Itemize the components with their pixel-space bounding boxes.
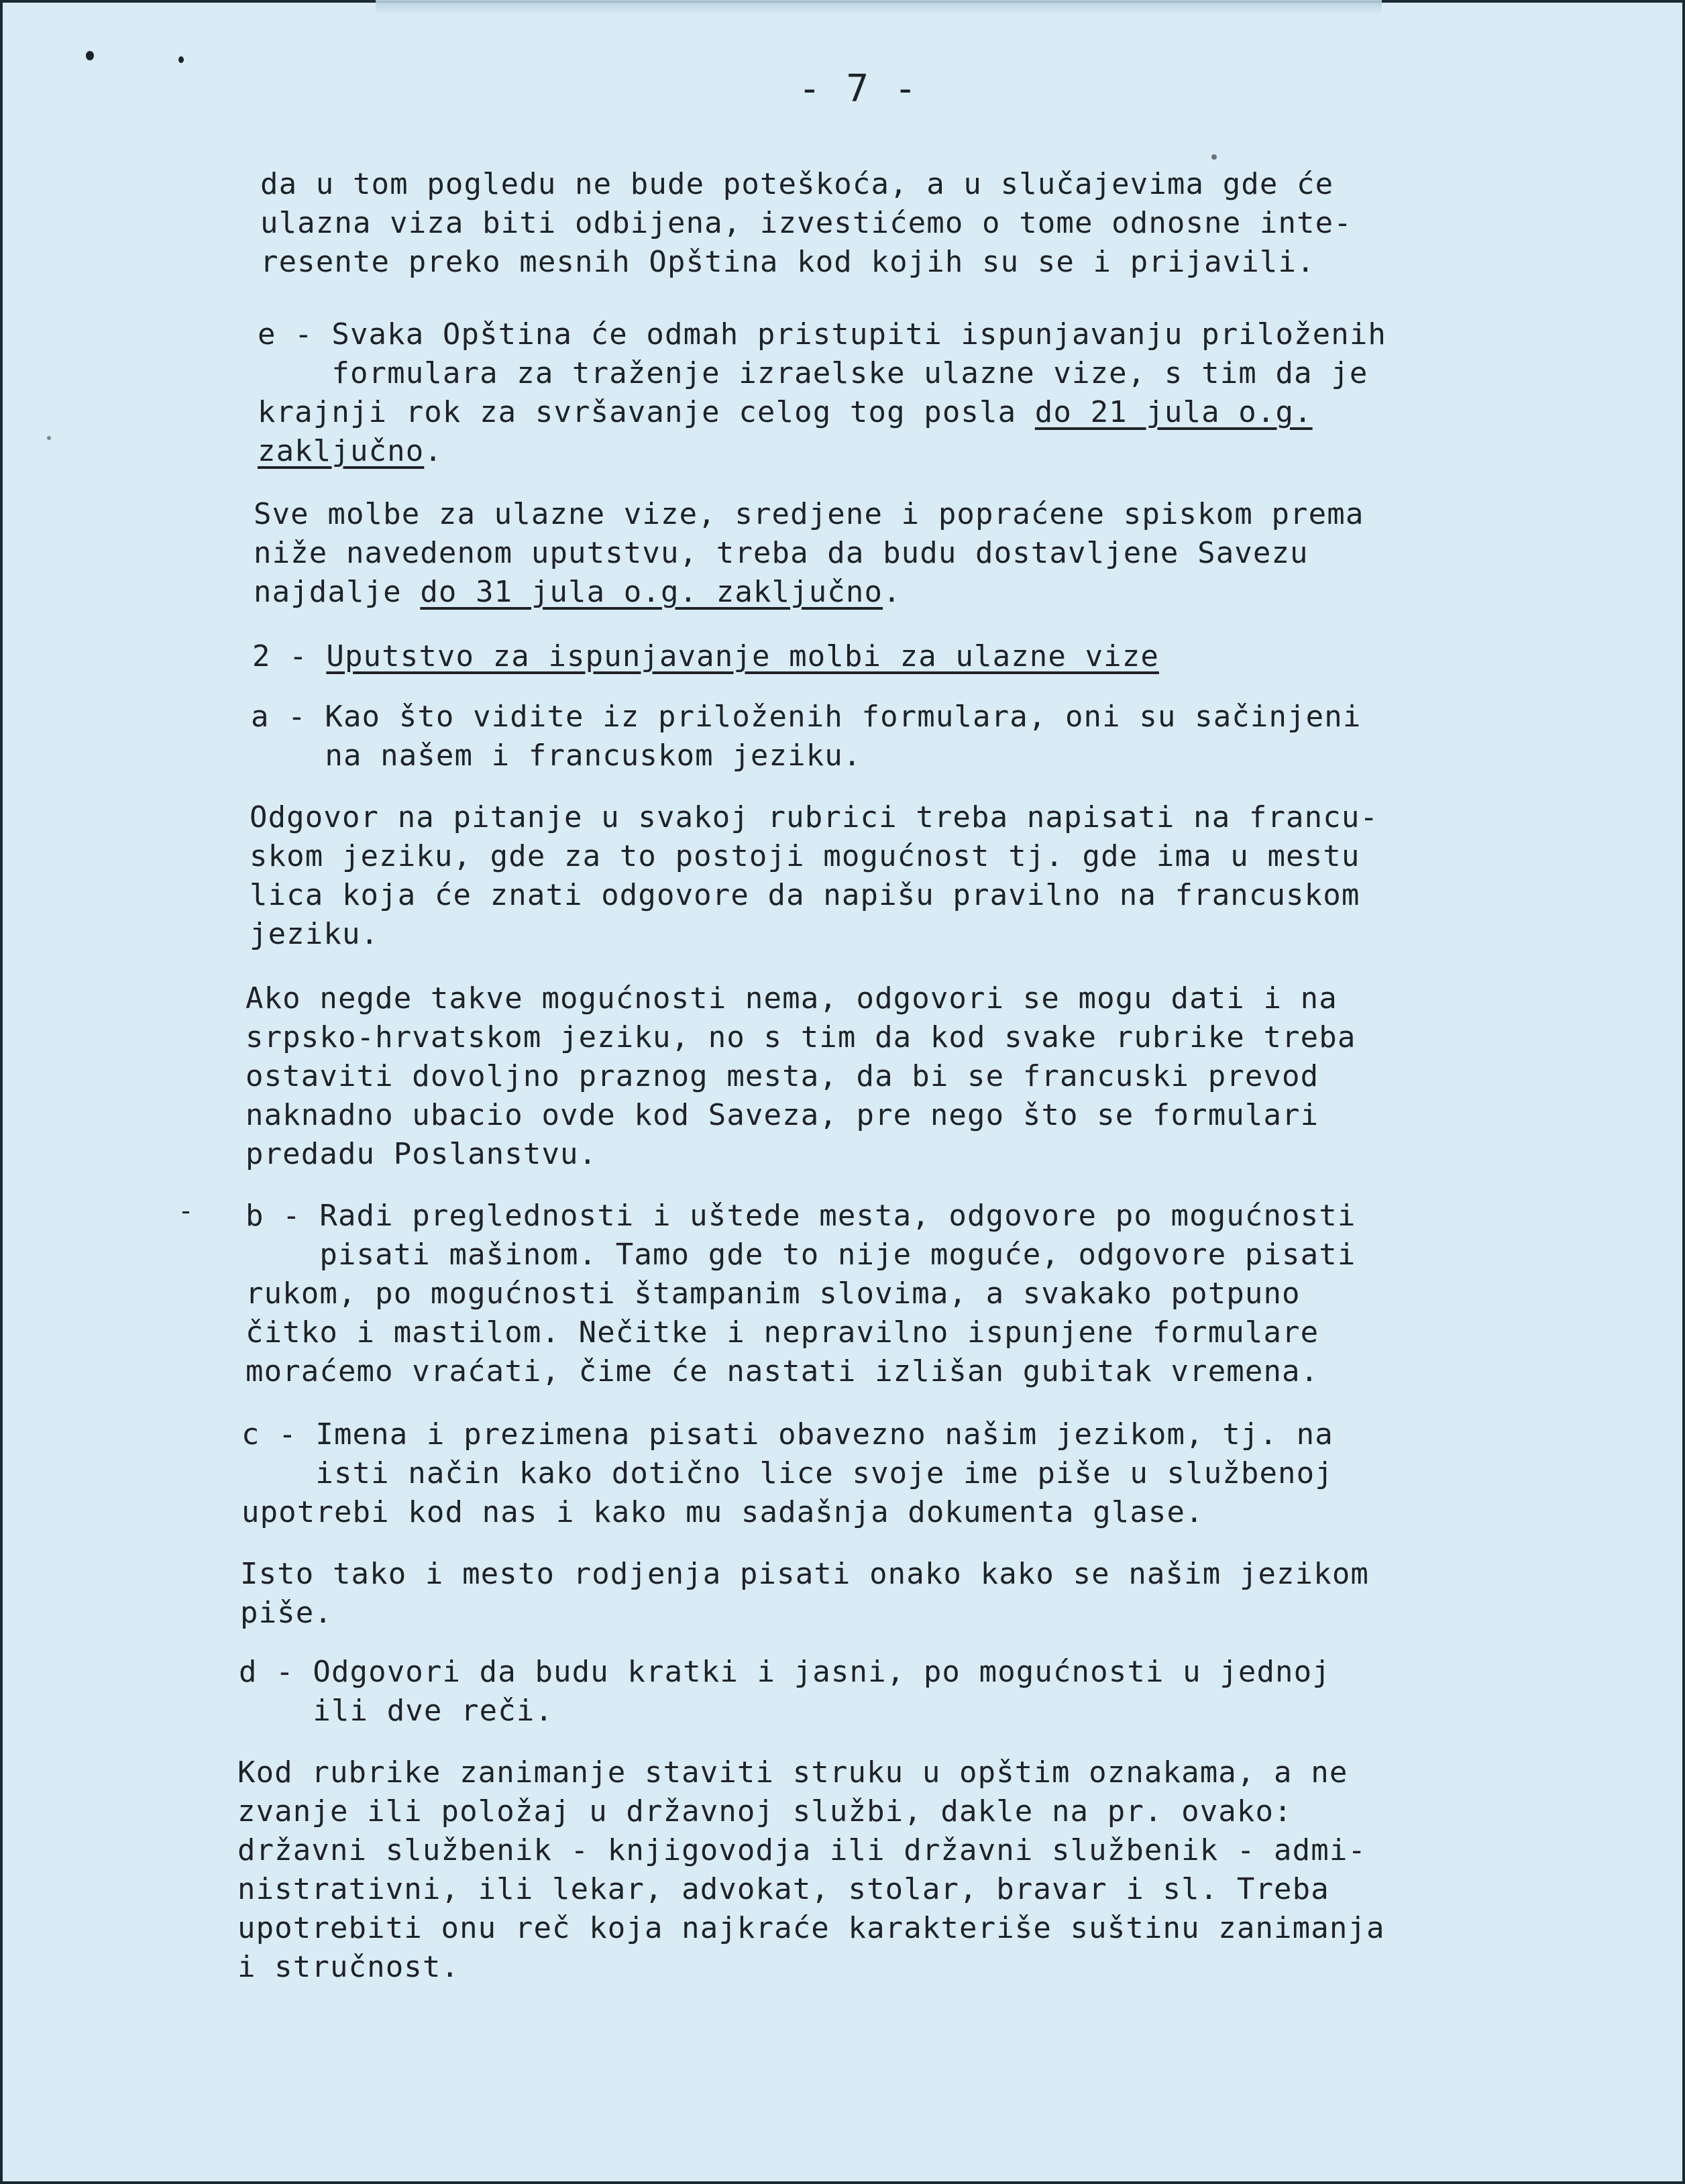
deadline-underlined: do 31 jula o.g. zaključno	[420, 575, 883, 609]
paragraph-occupation	[237, 1753, 1385, 1987]
scan-speck	[47, 436, 51, 440]
text-line: naknadno ubacio ovde kod Saveza, pre nego što se formulari	[246, 1098, 1319, 1132]
text-line: Kod rubrike zanimanje staviti struku u opštim oznakama, a ne	[237, 1755, 1348, 1790]
text-line: rukom, po mogućnosti štampanim slovima, a svakako potpuno	[246, 1276, 1301, 1311]
text-line: niže navedenom uputstvu, treba da budu dostavljene Savezu	[254, 536, 1309, 570]
text-line: pisati mašinom. Tamo gde to nije moguće, odgovore pisati	[246, 1238, 1356, 1272]
text-line: c - Imena i prezimena pisati obavezno našim jezikom, tj. na	[241, 1417, 1334, 1452]
text-line: ili dve reči.	[239, 1694, 554, 1728]
text-line: Odgovor na pitanje u svakoj rubrici treba napisati na francu-	[250, 800, 1379, 834]
text-line: isti način kako dotično lice svoje ime piše u službenoj	[241, 1456, 1334, 1490]
text-line: srpsko-hrvatskom jeziku, no s tim da kod svake rubrike treba	[246, 1020, 1356, 1054]
scan-speck	[178, 56, 184, 63]
paragraph-submission	[254, 495, 1364, 612]
deadline-underlined: zaključno	[258, 434, 425, 468]
text-line: da u tom pogledu ne bude poteškoća, a u slučajevima gde će	[260, 167, 1334, 201]
paragraph-answers-serbo-croatian	[246, 979, 1356, 1174]
text-line: .	[883, 575, 902, 609]
paragraph-item-c	[241, 1415, 1334, 1532]
scan-speck	[182, 1211, 189, 1213]
text-line: najdalje	[254, 575, 421, 609]
text-line: Sve molbe za ulazne vize, sredjene i popraćene spiskom prema	[254, 497, 1364, 531]
text-line: formulara za traženje izraelske ulazne vize, s tim da je	[258, 356, 1368, 390]
text-line: skom jeziku, gde za to postoji mogućnost tj. gde ima u mestu	[250, 839, 1360, 873]
text-line: na našem i francuskom jeziku.	[251, 739, 862, 773]
text-line: e - Svaka Opština će odmah pristupiti ispunjavanju priloženih	[258, 317, 1387, 351]
text-line: resente preko mesnih Opština kod kojih su se i prijavili.	[260, 245, 1315, 279]
text-line: upotrebi kod nas i kako mu sadašnja dokumenta glase.	[241, 1495, 1204, 1529]
text-line: Ako negde takve mogućnosti nema, odgovori se mogu dati i na	[246, 981, 1338, 1016]
deadline-underlined: do 21 jula o.g.	[1034, 395, 1313, 429]
text-line: jeziku.	[250, 917, 380, 951]
paragraph-item-d	[239, 1653, 1331, 1731]
text-line: predadu Poslanstvu.	[246, 1137, 598, 1171]
section-number: 2 -	[252, 639, 327, 673]
text-line: čitko i mastilom. Nečitke i nepravilno ispunjene formulare	[246, 1315, 1319, 1350]
text-line: ulazna viza biti odbijena, izvestićemo o tome odnosne inte-	[260, 206, 1352, 240]
scan-speck	[86, 51, 94, 60]
text-line: d - Odgovori da budu kratki i jasni, po mogućnosti u jednoj	[239, 1655, 1331, 1689]
text-line: lica koja će znati odgovore da napišu pravilno na francuskom	[250, 878, 1360, 912]
paragraph-item-e	[258, 315, 1387, 471]
text-line: moraćemo vraćati, čime će nastati izlišan gubitak vremena.	[246, 1354, 1319, 1388]
scan-speck	[1211, 154, 1217, 160]
text-line: i stručnost.	[237, 1950, 460, 1984]
text-line: Isto tako i mesto rodjenja pisati onako kako se našim jezikom	[240, 1557, 1370, 1591]
page-number: - 7 -	[798, 67, 918, 111]
section-title: Uputstvo za ispunjavanje molbi za ulazne vize	[326, 639, 1159, 673]
text-line: .	[424, 434, 443, 468]
text-line: b - Radi preglednosti i uštede mesta, odgovore po mogućnosti	[246, 1199, 1356, 1233]
text-line: piše.	[240, 1596, 333, 1630]
text-line: zvanje ili položaj u državnoj službi, dakle na pr. ovako:	[237, 1794, 1293, 1828]
paragraph-intro	[260, 165, 1352, 282]
text-line: ostaviti dovoljno praznog mesta, da bi se francuski prevod	[246, 1059, 1319, 1093]
paragraph-birthplace	[240, 1555, 1369, 1633]
text-line: nistrativni, ili lekar, advokat, stolar, bravar i sl. Treba	[237, 1872, 1329, 1906]
paragraph-item-b	[246, 1197, 1356, 1391]
text-line: krajnji rok za svršavanje celog tog posla	[258, 395, 1035, 429]
text-line: upotrebiti onu reč koja najkraće karakteriše suštinu zanimanja	[237, 1911, 1385, 1945]
section-heading	[252, 637, 1159, 676]
text-line: državni službenik - knjigovodja ili državni službenik - admi-	[237, 1833, 1367, 1867]
paragraph-answers-french	[250, 798, 1378, 954]
paragraph-item-a	[251, 698, 1361, 775]
text-line: a - Kao što vidite iz priloženih formulara, oni su sačinjeni	[251, 700, 1362, 734]
